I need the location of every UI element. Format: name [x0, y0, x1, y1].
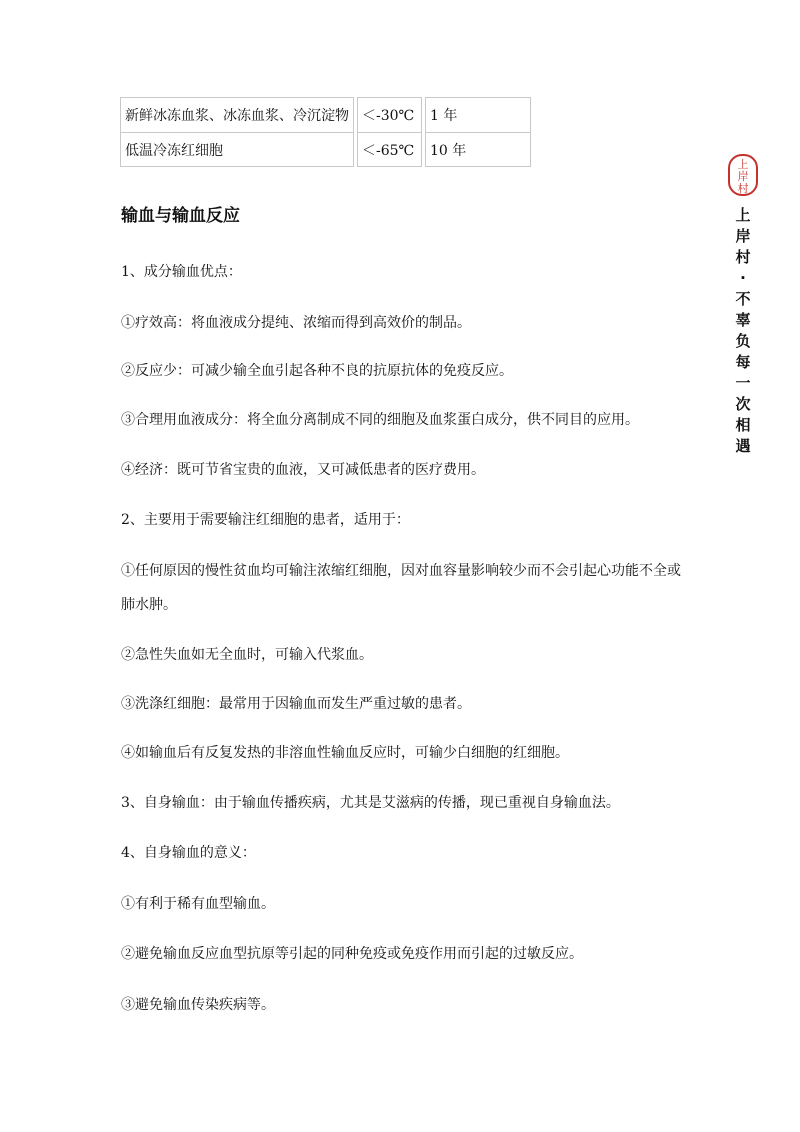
table-row	[120, 97, 531, 133]
paragraph: ④经济：既可节省宝贵的血液，又可减低患者的医疗费用。	[121, 462, 485, 478]
temperature-cell: ＜-30℃	[357, 97, 422, 133]
paragraph: ④如输血后有反复发热的非溶血性输血反应时，可输少白细胞的红细胞。	[121, 745, 569, 761]
paragraph: 2、主要用于需要输注红细胞的患者，适用于：	[121, 512, 410, 528]
side-slogan: 上岸村·不辜负每一次相遇	[735, 206, 751, 455]
paragraph: ①疗效高：将血液成分提纯、浓缩而得到高效价的制品。	[121, 315, 471, 331]
section-title: 输血与输血反应	[121, 206, 240, 226]
paragraph: ③洗涤红细胞：最常用于因输血而发生严重过敏的患者。	[121, 696, 471, 712]
paragraph: ②避免输血反应血型抗原等引起的同种免疫或免疫作用而引起的过敏反应。	[121, 946, 583, 962]
paragraph: ①有利于稀有血型输血。	[121, 896, 275, 912]
seal-char: 上	[737, 158, 749, 171]
product-cell: 低温冷冻红细胞	[120, 133, 354, 167]
paragraph: 3、自身输血：由于输血传播疾病，尤其是艾滋病的传播，现已重视自身输血法。	[121, 795, 620, 811]
paragraph: 4、自身输血的意义：	[121, 845, 256, 861]
table-row	[120, 133, 531, 167]
seal-text	[730, 159, 756, 195]
temperature-cell: ＜-65℃	[357, 133, 422, 167]
duration-cell: 1 年	[425, 97, 531, 133]
paragraph: ③合理用血液成分：将全血分离制成不同的细胞及血浆蛋白成分，供不同目的应用。	[121, 412, 639, 428]
duration-cell: 10 年	[425, 133, 531, 167]
paragraph: ②反应少：可减少输全血引起各种不良的抗原抗体的免疫反应。	[121, 363, 513, 379]
seal-char: 岸	[737, 170, 749, 183]
storage-table	[117, 97, 534, 167]
paragraph: ③避免输血传染疾病等。	[121, 997, 275, 1013]
product-cell: 新鲜冰冻血浆、冰冻血浆、冷沉淀物	[120, 97, 354, 133]
paragraph: 1、成分输血优点：	[121, 264, 242, 280]
paragraph: ①任何原因的慢性贫血均可输注浓缩红细胞，因对血容量影响较少而不会引起心功能不全或肺水肿。	[121, 563, 681, 613]
paragraph: ②急性失血如无全血时，可输入代浆血。	[121, 647, 373, 663]
seal-logo	[728, 154, 758, 196]
seal-char: 村	[737, 182, 749, 195]
